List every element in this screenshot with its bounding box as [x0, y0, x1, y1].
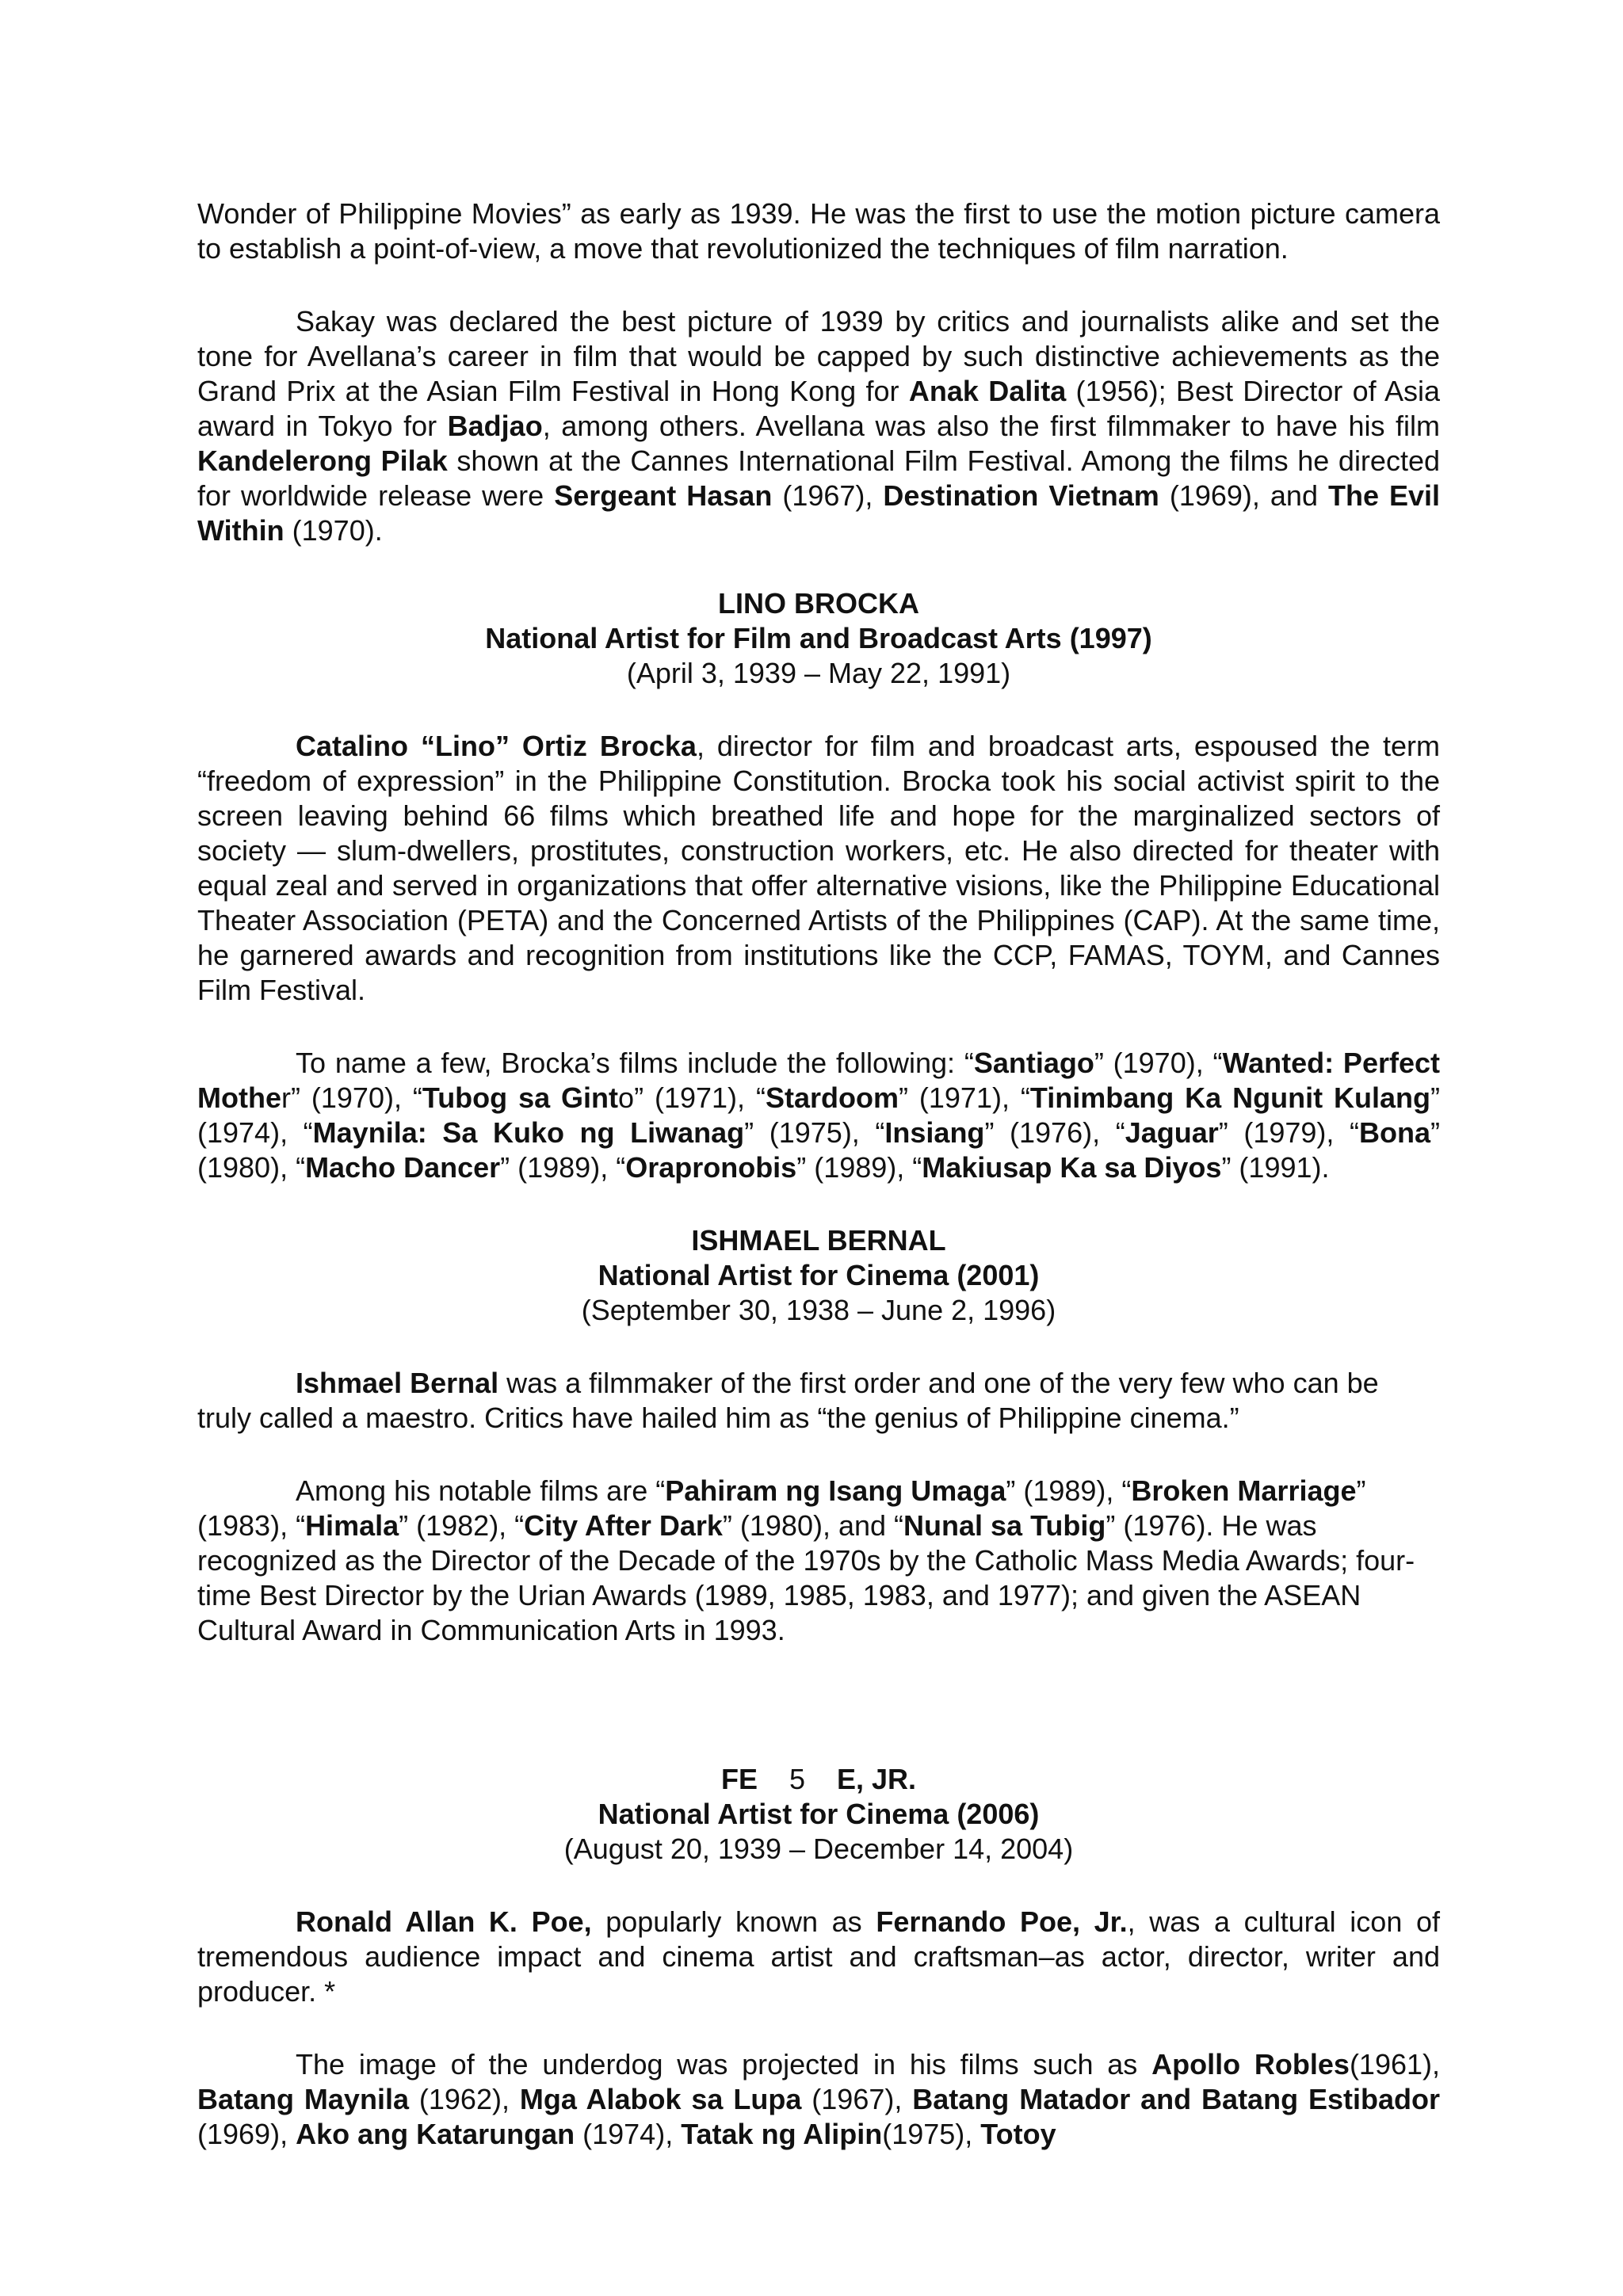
- bold-text-run: Batang Maynila: [197, 2083, 409, 2115]
- bernal-name: ISHMAEL BERNAL: [691, 1224, 946, 1257]
- bold-text-run: Tubog sa Gint: [422, 1081, 619, 1114]
- text-run: , was a cultural icon of tremendous audience impact and cinema artist and craftsman–as actor, director, writer and producer. *: [197, 1905, 1440, 2008]
- text-run: (1969),: [197, 2118, 296, 2150]
- bold-text-run: Broken Marriage: [1131, 1474, 1357, 1507]
- bold-text-run: Catalino “Lino” Ortiz Brocka: [296, 730, 697, 762]
- bold-text-run: Maynila: Sa Kuko ng Liwanag: [312, 1116, 745, 1149]
- text-run: ” (1974), “: [197, 1081, 1440, 1149]
- text-run: ” (1976), “: [984, 1116, 1125, 1149]
- text-run: (1956); Best Director of Asia award in Tokyo for: [197, 375, 1440, 442]
- text-run: r” (1970), “: [281, 1081, 422, 1114]
- avellana-paragraph-2: [197, 304, 1440, 548]
- poe-name-left: FE: [720, 1763, 758, 1795]
- page-break-spacer: [197, 1686, 1440, 1762]
- text-run: The image of the underdog was projected in his films such as: [296, 2048, 1152, 2081]
- text-run: ” (1971), “: [898, 1081, 1030, 1114]
- bold-text-run: The Evil Within: [197, 479, 1441, 547]
- text-run: (1974),: [575, 2118, 682, 2150]
- bold-text-run: Macho Dancer: [305, 1151, 501, 1184]
- bernal-award: National Artist for Cinema (2001): [598, 1259, 1040, 1291]
- text-run: (1967),: [801, 2083, 913, 2115]
- text-run: ” (1979), “: [1218, 1116, 1359, 1149]
- bold-text-run: Apollo Robles: [1151, 2048, 1350, 2081]
- poe-name-row: [197, 1762, 1440, 1797]
- bernal-dates: (September 30, 1938 – June 2, 1996): [581, 1294, 1056, 1326]
- document-page: [197, 196, 1440, 2190]
- text-run: ” (1976). He was recognized as the Director of the Decade of the 1970s by the Catholic Mass Media Awards; four-time Best Director by the Urian Awards (1989, 1985, 1983, and 1977); and given the ASEAN Cultural Award in Communication Arts in 1993.: [197, 1509, 1415, 1646]
- bernal-paragraph-1: [197, 1366, 1440, 1436]
- text-run: (1961),: [1349, 2048, 1441, 2081]
- poe-paragraph-1: [197, 1905, 1440, 2009]
- bold-text-run: Stardoom: [765, 1081, 899, 1114]
- bold-text-run: Nunal sa Tubig: [903, 1509, 1106, 1542]
- poe-name-right: E, JR.: [837, 1763, 917, 1795]
- text-run: ” (1980), and “: [722, 1509, 904, 1542]
- avellana-paragraph-1: Wonder of Philippine Movies” as early as 1939. He was the first to use the motion picture camera to establish a point-of-view, a move that revolutionized the techniques of film narration.: [197, 197, 1440, 265]
- bold-text-run: Jaguar: [1125, 1116, 1219, 1149]
- poe-dates: (August 20, 1939 – December 14, 2004): [563, 1833, 1074, 1865]
- brocka-name: LINO BROCKA: [718, 587, 919, 620]
- bold-text-run: Pahiram ng Isang Umaga: [665, 1474, 1006, 1507]
- text-run: , among others. Avellana was also the first filmmaker to have his film: [542, 410, 1440, 442]
- bold-text-run: Fernando Poe, Jr.: [876, 1905, 1128, 1938]
- text-run: ” (1989), “: [796, 1151, 922, 1184]
- bold-text-run: Santiago: [973, 1047, 1094, 1079]
- bold-text-run: Mga Alabok sa Lupa: [519, 2083, 802, 2115]
- bold-text-run: Badjao: [447, 410, 543, 442]
- bold-text-run: Anak Dalita: [908, 375, 1067, 407]
- brocka-dates: (April 3, 1939 – May 22, 1991): [626, 657, 1011, 689]
- bold-text-run: Sergeant Hasan: [554, 479, 773, 512]
- text-run: (1975),: [882, 2118, 981, 2150]
- text-run: Among his notable films are “: [296, 1474, 666, 1507]
- bold-text-run: Kandelerong Pilak: [197, 444, 448, 477]
- text-run: ” (1989), “: [1006, 1474, 1132, 1507]
- text-run: popularly known as: [591, 1905, 876, 1938]
- bold-text-run: Makiusap Ka sa Diyos: [922, 1151, 1222, 1184]
- bernal-paragraph-2: [197, 1474, 1440, 1648]
- bold-text-run: Ishmael Bernal: [296, 1367, 499, 1399]
- text-run: (1969), and: [1159, 479, 1328, 512]
- brocka-paragraph-2: [197, 1046, 1440, 1185]
- text-run: ” (1980), “: [197, 1116, 1440, 1184]
- brocka-award: National Artist for Film and Broadcast Arts (1997): [485, 622, 1152, 654]
- bold-text-run: Wanted: Perfect Mothe: [197, 1047, 1440, 1114]
- text-run: Sakay was declared the best picture of 1939 by critics and journalists alike and set the tone for Avellana’s career in film that would be capped by such distinctive achievements as the Grand Prix at the Asian Film Festival in Hong Kong for: [197, 305, 1440, 407]
- bold-text-run: Bona: [1359, 1116, 1430, 1149]
- bold-text-run: Totoy: [980, 2118, 1056, 2150]
- bold-text-run: Ronald Allan K. Poe,: [296, 1905, 592, 1938]
- text-run: To name a few, Brocka’s films include the following: “: [296, 1047, 974, 1079]
- bold-text-run: Insiang: [884, 1116, 985, 1149]
- poe-paragraph-2: [197, 2047, 1440, 2152]
- text-run: o” (1971), “: [618, 1081, 766, 1114]
- text-run: (1967),: [772, 479, 884, 512]
- bold-text-run: Tinimbang Ka Ngunit Kulang: [1029, 1081, 1430, 1114]
- text-run: , director for film and broadcast arts, espoused the term “freedom of expression” in the Philippine Constitution. Brocka took his social activist spirit to the screen leaving behind 66 films which breathed life and hope for the marginalized sectors of society — slum-dwellers, prostitutes, construction workers, etc. He also directed for theater with equal zeal and served in organizations that offer alternative visions, like the Philippine Educational Theater Association (PETA) and the Concerned Artists of the Philippines (CAP). At the same time, he garnered awards and recognition from institutions like the CCP, FAMAS, TOYM, and Cannes Film Festival.: [197, 730, 1440, 1006]
- bold-text-run: Orapronobis: [625, 1151, 797, 1184]
- bold-text-run: Ako ang Katarungan: [296, 2118, 575, 2150]
- bernal-heading: [197, 1223, 1440, 1328]
- text-run: shown at the Cannes International Film Festival. Among the films he directed for worldwide release were: [197, 444, 1440, 512]
- text-run: ” (1970), “: [1094, 1047, 1223, 1079]
- text-run: ” (1983), “: [197, 1474, 1366, 1542]
- page-number: 5: [789, 1763, 805, 1795]
- text-run: ” (1982), “: [399, 1509, 525, 1542]
- bold-text-run: City After Dark: [524, 1509, 723, 1542]
- bold-text-run: Himala: [305, 1509, 399, 1542]
- text-run: ” (1991).: [1221, 1151, 1330, 1184]
- brocka-paragraph-1: [197, 729, 1440, 1008]
- text-run: (1970).: [284, 514, 383, 547]
- text-run: ” (1989), “: [500, 1151, 626, 1184]
- text-run: (1962),: [408, 2083, 520, 2115]
- bold-text-run: Tatak ng Alipin: [681, 2118, 883, 2150]
- text-run: was a filmmaker of the first order and one of the very few who can be truly called a maestro. Critics have hailed him as “the genius of Philippine cinema.”: [197, 1367, 1379, 1434]
- brocka-heading: [197, 586, 1440, 691]
- bold-text-run: Destination Vietnam: [883, 479, 1159, 512]
- poe-award: National Artist for Cinema (2006): [598, 1798, 1040, 1830]
- poe-heading: [197, 1762, 1440, 1867]
- bold-text-run: Batang Matador and Batang Estibador: [912, 2083, 1441, 2115]
- text-run: ” (1975), “: [744, 1116, 885, 1149]
